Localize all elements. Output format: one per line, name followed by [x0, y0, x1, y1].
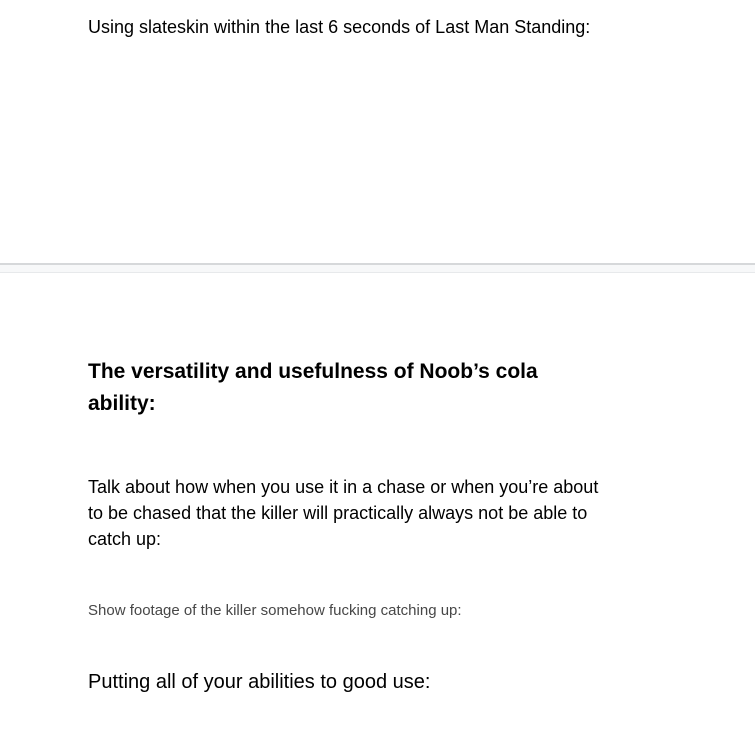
- section-heading-line-2[interactable]: ability:: [88, 392, 156, 415]
- page-break-divider: [0, 263, 755, 273]
- body-paragraph-line-1[interactable]: Talk about how when you use it in a chase or when you’re about: [88, 477, 599, 497]
- section-heading[interactable]: [88, 356, 538, 420]
- muted-note[interactable]: Show footage of the killer somehow fucking catching up:: [88, 602, 462, 619]
- section-heading-line-1[interactable]: The versatility and usefulness of Noob’s cola: [88, 360, 538, 383]
- body-paragraph-line-2[interactable]: to be chased that the killer will practically always not be able to: [88, 503, 588, 523]
- body-paragraph-line-3[interactable]: catch up:: [88, 529, 162, 549]
- page-1[interactable]: [0, 0, 755, 263]
- page1-paragraph[interactable]: Using slateskin within the last 6 seconds of Last Man Standing:: [88, 17, 591, 37]
- subheading[interactable]: Putting all of your abilities to good use:: [88, 671, 431, 693]
- body-paragraph[interactable]: [88, 474, 598, 552]
